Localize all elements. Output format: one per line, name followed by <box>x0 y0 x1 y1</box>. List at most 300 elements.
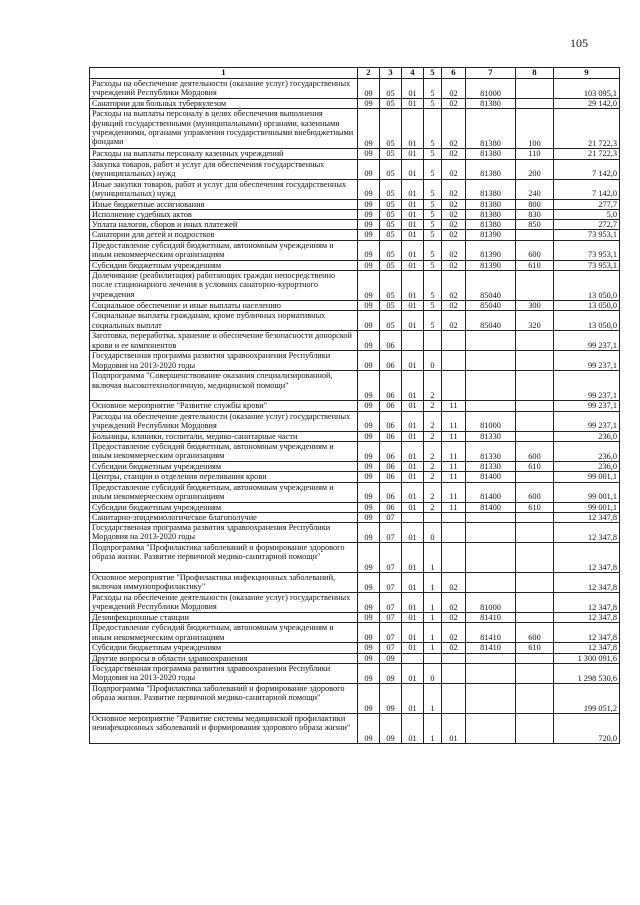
table-row <box>90 714 620 744</box>
cell-subsection: 05 <box>380 301 402 311</box>
cell-expense-type <box>516 99 554 109</box>
cell-program: 01 <box>402 351 424 371</box>
cell-amount: 12 347,8 <box>554 512 620 522</box>
cell-name: Исполнение судебных актов <box>90 209 358 219</box>
cell-section: 09 <box>358 441 380 461</box>
cell-subsection: 05 <box>380 260 402 270</box>
table-row <box>90 502 620 512</box>
cell-amount: 199 051,2 <box>554 684 620 714</box>
cell-program: 01 <box>402 240 424 260</box>
cell-subsection: 06 <box>380 331 402 351</box>
column-header: 7 <box>466 68 516 79</box>
cell-expense-type <box>516 371 554 401</box>
cell-amount: 12 347,8 <box>554 643 620 653</box>
cell-subsection: 05 <box>380 149 402 159</box>
cell-subsection: 09 <box>380 653 402 663</box>
cell-subprogram: 1 <box>424 684 442 714</box>
cell-amount: 99 001,1 <box>554 472 620 482</box>
table-row <box>90 351 620 371</box>
cell-program: 01 <box>402 99 424 109</box>
cell-subsection: 05 <box>380 199 402 209</box>
cell-section: 09 <box>358 230 380 240</box>
cell-amount: 1 300 091,6 <box>554 653 620 663</box>
table-row <box>90 159 620 179</box>
cell-program: 01 <box>402 311 424 331</box>
cell-program: 01 <box>402 109 424 149</box>
cell-measure: 02 <box>442 159 466 179</box>
cell-subprogram: 2 <box>424 401 442 411</box>
cell-measure: 11 <box>442 431 466 441</box>
cell-amount: 12 347,8 <box>554 573 620 593</box>
cell-expense-type: 610 <box>516 461 554 471</box>
cell-amount: 720,0 <box>554 714 620 744</box>
cell-expense-type: 600 <box>516 240 554 260</box>
cell-expense-type: 110 <box>516 149 554 159</box>
cell-section: 09 <box>358 472 380 482</box>
cell-program: 01 <box>402 684 424 714</box>
table-row <box>90 230 620 240</box>
cell-subsection: 07 <box>380 643 402 653</box>
cell-section: 09 <box>358 301 380 311</box>
cell-subsection: 09 <box>380 714 402 744</box>
cell-amount: 99 237,1 <box>554 411 620 431</box>
cell-direction: 81400 <box>466 472 516 482</box>
cell-subprogram: 5 <box>424 260 442 270</box>
cell-measure: 02 <box>442 199 466 209</box>
cell-amount: 272,7 <box>554 220 620 230</box>
cell-direction: 81380 <box>466 199 516 209</box>
cell-subsection: 07 <box>380 512 402 522</box>
cell-expense-type <box>516 543 554 573</box>
cell-subsection: 07 <box>380 593 402 613</box>
cell-section: 09 <box>358 401 380 411</box>
cell-measure <box>442 653 466 663</box>
cell-measure: 11 <box>442 401 466 411</box>
cell-section: 09 <box>358 643 380 653</box>
cell-measure: 02 <box>442 220 466 230</box>
cell-direction: 81380 <box>466 209 516 219</box>
cell-expense-type <box>516 411 554 431</box>
cell-amount: 13 050,0 <box>554 271 620 301</box>
table-row <box>90 643 620 653</box>
table-body <box>90 79 620 744</box>
cell-name: Другие вопросы в области здравоохранения <box>90 653 358 663</box>
cell-name: Расходы на обеспечение деятельности (оказание услуг) государственных учреждений Республики Мордовия <box>90 593 358 613</box>
cell-subsection: 05 <box>380 159 402 179</box>
column-header: 1 <box>90 68 358 79</box>
cell-name: Основное мероприятие "Развитие системы медицинской профилактики неинфекционных заболеваний и формирования здорового образа жизни" <box>90 714 358 744</box>
cell-program: 01 <box>402 209 424 219</box>
cell-amount: 12 347,8 <box>554 613 620 623</box>
cell-section: 09 <box>358 271 380 301</box>
cell-subprogram: 5 <box>424 220 442 230</box>
cell-section: 09 <box>358 653 380 663</box>
cell-measure <box>442 351 466 371</box>
cell-measure: 02 <box>442 271 466 301</box>
table-row <box>90 613 620 623</box>
cell-program: 01 <box>402 179 424 199</box>
table-row <box>90 461 620 471</box>
cell-subprogram: 2 <box>424 371 442 401</box>
cell-direction: 85040 <box>466 311 516 331</box>
cell-expense-type: 240 <box>516 179 554 199</box>
cell-subsection: 05 <box>380 79 402 99</box>
cell-subprogram: 5 <box>424 109 442 149</box>
cell-program <box>402 512 424 522</box>
cell-subprogram: 5 <box>424 271 442 301</box>
cell-name: Социальное обеспечение и иные выплаты населению <box>90 301 358 311</box>
cell-subprogram: 2 <box>424 482 442 502</box>
cell-section: 09 <box>358 199 380 209</box>
table-row <box>90 431 620 441</box>
cell-name: Субсидии бюджетным учреждениям <box>90 502 358 512</box>
cell-amount: 73 953,1 <box>554 260 620 270</box>
cell-name: Предоставление субсидий бюджетным, автономным учреждениям и иным некоммерческим организациям <box>90 441 358 461</box>
cell-amount: 7 142,0 <box>554 159 620 179</box>
cell-subprogram: 0 <box>424 523 442 543</box>
cell-subprogram: 1 <box>424 573 442 593</box>
cell-subprogram: 1 <box>424 543 442 573</box>
cell-measure: 02 <box>442 149 466 159</box>
cell-amount: 1 298 530,6 <box>554 664 620 684</box>
cell-subprogram: 2 <box>424 461 442 471</box>
cell-amount: 29 142,0 <box>554 99 620 109</box>
table-row <box>90 179 620 199</box>
cell-program: 01 <box>402 199 424 209</box>
cell-program: 01 <box>402 159 424 179</box>
cell-expense-type: 300 <box>516 301 554 311</box>
cell-program: 01 <box>402 613 424 623</box>
cell-direction: 81330 <box>466 441 516 461</box>
cell-direction <box>466 543 516 573</box>
cell-name: Предоставление субсидий бюджетным, автономным учреждениям и иным некоммерческим организациям <box>90 623 358 643</box>
cell-section: 09 <box>358 593 380 613</box>
cell-name: Государственная программа развития здравоохранения Республики Мордовия на 2013-2020 годы <box>90 351 358 371</box>
table-row <box>90 271 620 301</box>
table-row <box>90 109 620 149</box>
cell-expense-type: 800 <box>516 199 554 209</box>
table-row <box>90 220 620 230</box>
column-header: 8 <box>516 68 554 79</box>
cell-subprogram: 2 <box>424 431 442 441</box>
cell-subsection: 06 <box>380 461 402 471</box>
cell-expense-type <box>516 684 554 714</box>
cell-name: Основное мероприятие "Профилактика инфекционных заболеваний, включая иммунопрофилактику" <box>90 573 358 593</box>
cell-expense-type <box>516 472 554 482</box>
table-row <box>90 260 620 270</box>
cell-expense-type: 830 <box>516 209 554 219</box>
cell-expense-type: 100 <box>516 109 554 149</box>
cell-direction <box>466 331 516 351</box>
cell-expense-type: 610 <box>516 502 554 512</box>
cell-subsection: 07 <box>380 613 402 623</box>
cell-measure: 02 <box>442 643 466 653</box>
cell-program: 01 <box>402 461 424 471</box>
cell-section: 09 <box>358 331 380 351</box>
cell-name: Государственная программа развития здравоохранения Республики Мордовия на 2013-2020 годы <box>90 664 358 684</box>
column-header: 6 <box>442 68 466 79</box>
cell-subsection: 09 <box>380 684 402 714</box>
cell-subprogram <box>424 653 442 663</box>
cell-expense-type: 320 <box>516 311 554 331</box>
table-row <box>90 623 620 643</box>
cell-amount: 5,0 <box>554 209 620 219</box>
cell-subsection: 09 <box>380 664 402 684</box>
table-row <box>90 573 620 593</box>
cell-subsection: 05 <box>380 209 402 219</box>
cell-direction <box>466 523 516 543</box>
table-row <box>90 149 620 159</box>
cell-direction: 81410 <box>466 613 516 623</box>
cell-measure: 02 <box>442 79 466 99</box>
cell-direction: 81380 <box>466 220 516 230</box>
cell-expense-type <box>516 714 554 744</box>
cell-subsection: 06 <box>380 472 402 482</box>
cell-program: 01 <box>402 441 424 461</box>
cell-amount: 99 237,1 <box>554 371 620 401</box>
cell-amount: 236,0 <box>554 461 620 471</box>
page-number: 105 <box>570 36 588 50</box>
cell-name: Долечивание (реабилитация) работающих граждан непосредственно после стационарного лечения в условиях санаторно-курортного учреждения <box>90 271 358 301</box>
cell-section: 09 <box>358 482 380 502</box>
cell-name: Предоставление субсидий бюджетным, автономным учреждениям и иным некоммерческим организациям <box>90 482 358 502</box>
cell-measure: 11 <box>442 472 466 482</box>
cell-subprogram: 5 <box>424 311 442 331</box>
cell-name: Заготовка, переработка, хранение и обеспечение безопасности донорской крови и ее компонентов <box>90 331 358 351</box>
table-row <box>90 331 620 351</box>
cell-expense-type <box>516 230 554 240</box>
cell-program: 01 <box>402 301 424 311</box>
cell-section: 09 <box>358 684 380 714</box>
cell-direction: 81000 <box>466 411 516 431</box>
cell-section: 09 <box>358 371 380 401</box>
cell-subprogram: 5 <box>424 209 442 219</box>
table-row <box>90 441 620 461</box>
cell-subprogram: 1 <box>424 714 442 744</box>
cell-name: Субсидии бюджетным учреждениям <box>90 461 358 471</box>
cell-section: 09 <box>358 351 380 371</box>
cell-measure <box>442 371 466 401</box>
cell-measure <box>442 523 466 543</box>
cell-program: 01 <box>402 573 424 593</box>
cell-section: 09 <box>358 209 380 219</box>
table-row <box>90 301 620 311</box>
cell-section: 09 <box>358 260 380 270</box>
cell-expense-type <box>516 523 554 543</box>
cell-expense-type <box>516 613 554 623</box>
cell-section: 09 <box>358 664 380 684</box>
cell-direction: 81390 <box>466 230 516 240</box>
cell-expense-type <box>516 271 554 301</box>
cell-measure <box>442 331 466 351</box>
cell-measure: 02 <box>442 179 466 199</box>
cell-section: 09 <box>358 179 380 199</box>
cell-amount: 236,0 <box>554 441 620 461</box>
table-row <box>90 411 620 431</box>
cell-subsection: 05 <box>380 311 402 331</box>
cell-program: 01 <box>402 523 424 543</box>
cell-direction <box>466 714 516 744</box>
cell-subprogram: 2 <box>424 502 442 512</box>
cell-section: 09 <box>358 512 380 522</box>
cell-amount: 13 050,0 <box>554 311 620 331</box>
cell-section: 09 <box>358 99 380 109</box>
cell-measure: 02 <box>442 230 466 240</box>
cell-subsection: 05 <box>380 220 402 230</box>
cell-subprogram: 5 <box>424 199 442 209</box>
cell-name: Расходы на выплаты персоналу казенных учреждений <box>90 149 358 159</box>
table-row <box>90 311 620 331</box>
cell-expense-type <box>516 401 554 411</box>
cell-subsection: 07 <box>380 543 402 573</box>
cell-expense-type <box>516 351 554 371</box>
cell-subsection: 06 <box>380 411 402 431</box>
cell-subprogram: 1 <box>424 643 442 653</box>
cell-direction: 81400 <box>466 482 516 502</box>
cell-direction: 81410 <box>466 643 516 653</box>
cell-program: 01 <box>402 664 424 684</box>
cell-name: Подпрограмма "Профилактика заболеваний и формирование здорового образа жизни. Развитие первичной медико-санитарной помощи" <box>90 543 358 573</box>
cell-name: Расходы на обеспечение деятельности (оказание услуг) государственных учреждений Республики Мордовия <box>90 79 358 99</box>
cell-section: 09 <box>358 461 380 471</box>
cell-section: 09 <box>358 220 380 230</box>
cell-subsection: 06 <box>380 431 402 441</box>
cell-program: 01 <box>402 230 424 240</box>
cell-name: Государственная программа развития здравоохранения Республики Мордовия на 2013-2020 годы <box>90 523 358 543</box>
cell-measure: 01 <box>442 714 466 744</box>
cell-expense-type <box>516 593 554 613</box>
cell-subprogram: 1 <box>424 593 442 613</box>
cell-direction: 81380 <box>466 159 516 179</box>
cell-measure: 02 <box>442 311 466 331</box>
cell-subprogram: 0 <box>424 351 442 371</box>
cell-program: 01 <box>402 482 424 502</box>
cell-name: Санитарно-эпидемиологическое благополучие <box>90 512 358 522</box>
cell-measure: 11 <box>442 461 466 471</box>
cell-expense-type: 200 <box>516 159 554 179</box>
cell-measure <box>442 512 466 522</box>
cell-expense-type <box>516 653 554 663</box>
cell-measure <box>442 664 466 684</box>
cell-subprogram: 5 <box>424 230 442 240</box>
cell-measure: 11 <box>442 482 466 502</box>
budget-table <box>89 67 620 744</box>
cell-program: 01 <box>402 502 424 512</box>
cell-subprogram: 2 <box>424 441 442 461</box>
cell-direction: 81380 <box>466 149 516 159</box>
cell-section: 09 <box>358 613 380 623</box>
cell-name: Основное мероприятие "Развитие службы крови" <box>90 401 358 411</box>
cell-direction: 81380 <box>466 99 516 109</box>
cell-amount: 103 095,1 <box>554 79 620 99</box>
cell-measure: 11 <box>442 411 466 431</box>
cell-name: Иные бюджетные ассигнования <box>90 199 358 209</box>
cell-program: 01 <box>402 271 424 301</box>
cell-section: 09 <box>358 431 380 441</box>
cell-program: 01 <box>402 401 424 411</box>
table-row <box>90 199 620 209</box>
column-header: 9 <box>554 68 620 79</box>
cell-expense-type: 600 <box>516 441 554 461</box>
cell-program: 01 <box>402 220 424 230</box>
cell-section: 09 <box>358 159 380 179</box>
column-header: 2 <box>358 68 380 79</box>
cell-subprogram: 2 <box>424 472 442 482</box>
cell-measure: 02 <box>442 260 466 270</box>
cell-expense-type: 600 <box>516 623 554 643</box>
cell-expense-type: 600 <box>516 482 554 502</box>
table-row <box>90 482 620 502</box>
cell-name: Дезинфекционные станции <box>90 613 358 623</box>
cell-section: 09 <box>358 149 380 159</box>
cell-amount: 99 237,1 <box>554 351 620 371</box>
cell-expense-type <box>516 573 554 593</box>
cell-subsection: 05 <box>380 230 402 240</box>
cell-amount: 99 001,1 <box>554 482 620 502</box>
cell-direction: 81400 <box>466 502 516 512</box>
table-row <box>90 684 620 714</box>
cell-program: 01 <box>402 543 424 573</box>
cell-name: Подпрограмма "Профилактика заболеваний и формирование здорового образа жизни. Развитие первичной медико-санитарной помощи" <box>90 684 358 714</box>
cell-direction <box>466 371 516 401</box>
cell-expense-type: 610 <box>516 260 554 270</box>
cell-subsection: 07 <box>380 573 402 593</box>
cell-direction <box>466 664 516 684</box>
cell-subsection: 06 <box>380 351 402 371</box>
cell-section: 09 <box>358 623 380 643</box>
cell-section: 09 <box>358 714 380 744</box>
cell-direction: 81000 <box>466 593 516 613</box>
table-row <box>90 99 620 109</box>
cell-subsection: 07 <box>380 623 402 643</box>
cell-program <box>402 653 424 663</box>
cell-expense-type <box>516 79 554 99</box>
cell-name: Уплата налогов, сборов и иных платежей <box>90 220 358 230</box>
cell-direction: 81410 <box>466 623 516 643</box>
cell-measure: 02 <box>442 109 466 149</box>
cell-program: 01 <box>402 371 424 401</box>
cell-subsection: 06 <box>380 371 402 401</box>
table-row <box>90 523 620 543</box>
cell-measure: 02 <box>442 99 466 109</box>
cell-subprogram: 5 <box>424 179 442 199</box>
cell-amount: 13 050,0 <box>554 301 620 311</box>
cell-program: 01 <box>402 714 424 744</box>
cell-subprogram: 5 <box>424 79 442 99</box>
cell-subprogram: 5 <box>424 149 442 159</box>
cell-program <box>402 331 424 351</box>
cell-section: 09 <box>358 523 380 543</box>
cell-direction: 81390 <box>466 240 516 260</box>
cell-program: 01 <box>402 623 424 643</box>
cell-direction: 81380 <box>466 109 516 149</box>
table-row <box>90 240 620 260</box>
cell-name: Больницы, клиники, госпитали, медико-санитарные части <box>90 431 358 441</box>
cell-amount: 73 953,1 <box>554 230 620 240</box>
cell-name: Расходы на выплаты персоналу в целях обеспечения выполнения функций государственными (муниципальными) органами, казенными учреждениями, органами управления государственными внебюджетными фондами <box>90 109 358 149</box>
table-row <box>90 543 620 573</box>
cell-program: 01 <box>402 149 424 159</box>
cell-subsection: 05 <box>380 99 402 109</box>
cell-direction <box>466 573 516 593</box>
cell-subsection: 06 <box>380 482 402 502</box>
cell-name: Санатории для детей и подростков <box>90 230 358 240</box>
cell-subprogram: 5 <box>424 99 442 109</box>
cell-amount: 236,0 <box>554 431 620 441</box>
cell-measure <box>442 684 466 714</box>
cell-expense-type <box>516 664 554 684</box>
cell-direction: 81000 <box>466 79 516 99</box>
